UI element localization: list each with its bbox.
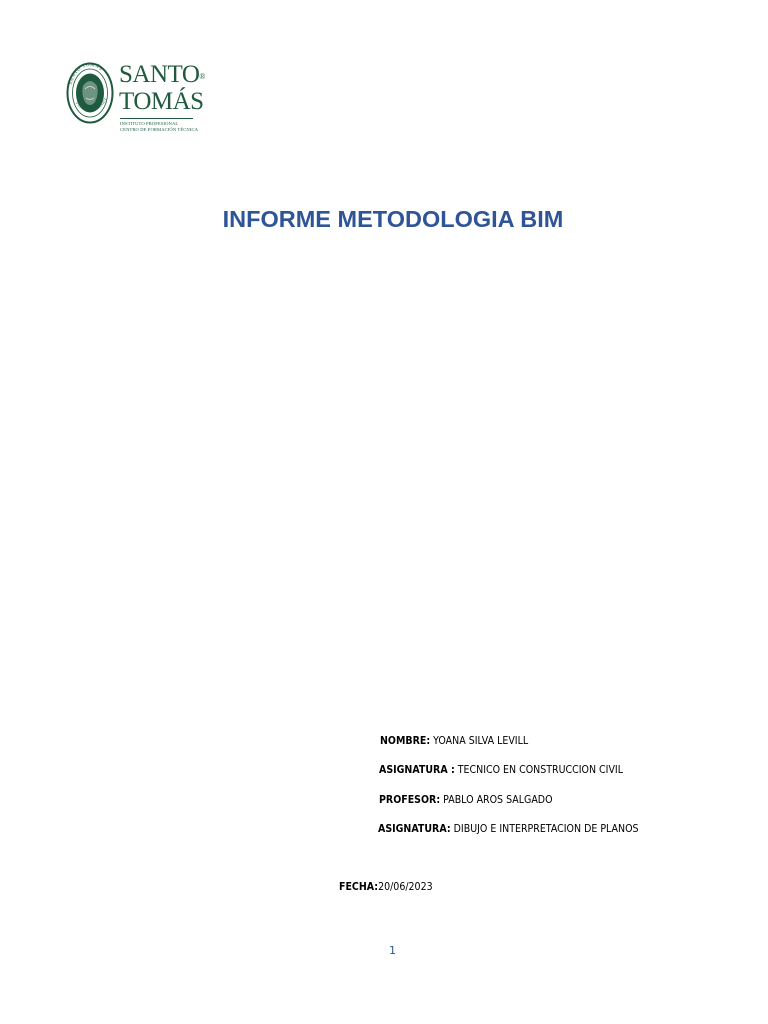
logo-wordmark-line1: SANTO [119, 61, 200, 88]
info-asignatura-1 [379, 763, 623, 777]
svg-text:VERITAS LIBERABIT: VERITAS LIBERABIT [74, 97, 108, 113]
logo-subtitle-line2: CENTRO DE FORMACIÓN TÉCNICA [120, 127, 199, 132]
registered-mark: ® [199, 72, 205, 81]
logo-subtitle [120, 121, 198, 133]
info-asignatura-2-label: ASIGNATURA: [378, 822, 451, 835]
document-title: INFORME METODOLOGIA BIM [222, 206, 564, 232]
info-asignatura-1-label: ASIGNATURA : [379, 763, 455, 776]
info-profesor [379, 793, 553, 807]
logo-wordmark-line2: TOMÁS [119, 88, 204, 115]
info-asignatura-2 [378, 822, 639, 836]
logo-wordmark [119, 62, 205, 114]
svg-text:SANTO TOMÁS: SANTO TOMÁS [68, 62, 104, 86]
info-nombre-value: YOANA SILVA LEVILL [433, 734, 529, 747]
info-nombre [380, 734, 528, 748]
info-asignatura-2-value: DIBUJO E INTERPRETACION DE PLANOS [453, 822, 639, 835]
info-fecha-value: 20/06/2023 [378, 880, 433, 893]
page-number: 1 [389, 944, 396, 957]
info-profesor-label: PROFESOR: [379, 793, 441, 806]
institution-logo [66, 62, 206, 142]
info-fecha-label: FECHA: [339, 880, 379, 893]
logo-subtitle-line1: INSTITUTO PROFESIONAL [120, 121, 179, 126]
logo-divider [120, 118, 193, 119]
info-nombre-label: NOMBRE: [380, 734, 431, 747]
info-asignatura-1-value: TECNICO EN CONSTRUCCION CIVIL [457, 763, 623, 776]
info-profesor-value: PABLO AROS SALGADO [443, 793, 553, 806]
santo-tomas-seal-icon [66, 62, 114, 124]
info-fecha [339, 880, 433, 894]
